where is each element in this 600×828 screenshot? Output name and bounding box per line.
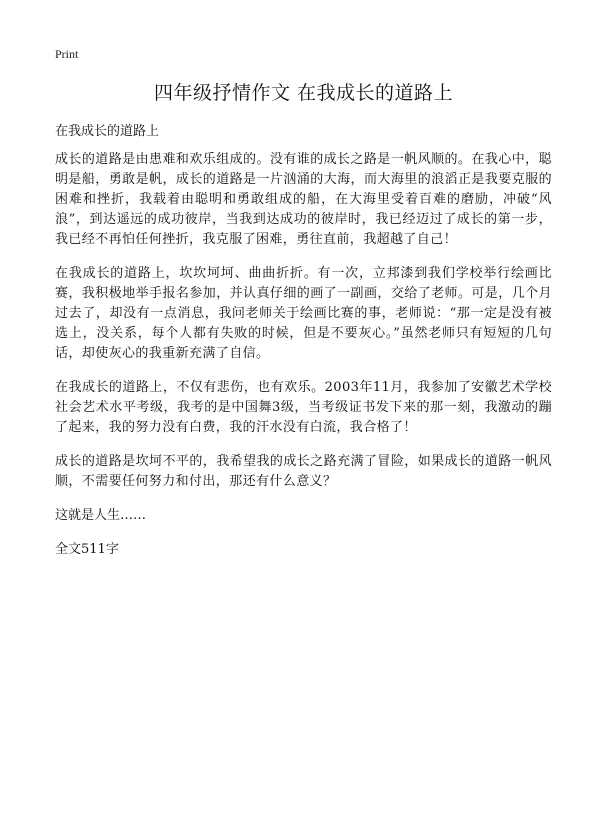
article-title: 四年级抒情作文 在我成长的道路上 <box>153 82 454 104</box>
paragraph-3: 在我成长的道路上，不仅有悲伤，也有欢乐。2003年11月，我参加了安徽艺术学校社会艺术水平考级，我考的是中国舞3级，当考级证书发下来的那一刻，我激动的蹦了起来，我的努力没有白费，我的汗水没有白流，我合格了！ <box>55 380 552 435</box>
paragraph-4: 成长的道路是坎坷不平的，我希望我的成长之路充满了冒险，如果成长的道路一帆风顺，不需要任何努力和付出，那还有什么意义？ <box>55 454 552 489</box>
print-link[interactable]: Print <box>55 47 79 61</box>
paragraph-2: 在我成长的道路上，坎坎坷坷、曲曲折折。有一次，立邦漆到我们学校举行绘画比赛，我积极地举手报名参加，并认真仔细的画了一副画，交给了老师。可是，几个月过去了，却没有一点消息，我问老师关于绘画比赛的事，老师说：“那一定是没有被选上，没关系，每个人都有失败的时候，但是不要灰心。”虽然老师只有短短的几句话，却使灰心的我重新充满了自信。 <box>55 266 552 361</box>
article-subtitle: 在我成长的道路上 <box>55 124 160 139</box>
paragraph-1: 成长的道路是由患难和欢乐组成的。没有谁的成长之路是一帆风顺的。在我心中，聪明是船，勇敢是帆，成长的道路是一片汹涌的大海，而大海里的浪滔正是我要克服的困难和挫折，我载着由聪明和勇敢组成的船，在大海里受着百难的磨励，冲破“风浪”，到达遥远的成功彼岸，当我到达成功的彼岸时，我已经迈过了成长的第一步，我已经不再怕任何挫折，我克服了困难，勇往直前，我超越了自己！ <box>55 152 552 247</box>
article-body <box>55 150 552 574</box>
closing-line: 这就是人生…… <box>55 508 147 523</box>
word-count: 全文511字 <box>55 542 119 557</box>
